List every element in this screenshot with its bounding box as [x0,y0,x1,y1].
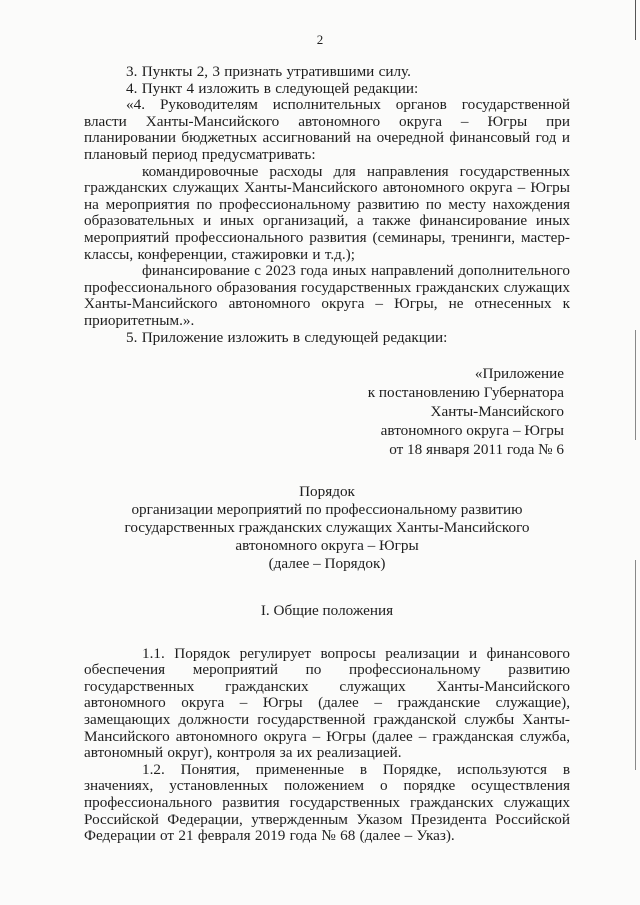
paragraph: командировочные расходы для направления государственных гражданских служащих Ханты-Мансийского автономного округа – Югры на мероприятия по профессиональному развитию по месту нахождения образовательных и иных организаций, а также финансирование иных мероприятий профессионального развития (семинары, тренинги, мастер-классы, конференции, стажировки и т.д.); [84,162,570,263]
title-line: Порядок [299,483,355,501]
appendix-line: от 18 января 2011 года № 6 [389,441,564,459]
document-body [84,64,570,845]
appendix-line: Ханты-Мансийского [430,403,564,421]
page-number: 2 [316,32,324,47]
section-title: I. Общие положения [260,602,394,620]
scan-edge-mark [635,560,636,770]
title-line: государственных гражданских служащих Ханты-Мансийского [124,519,530,537]
appendix-line: к постановлению Губернатора [367,384,564,402]
paragraph: 1.2. Понятия, примененные в Порядке, используются в значениях, установленных положением о порядке осуществления профессионального развития государственных гражданских служащих Российской Федерации, утвержденным Указом Президента Российской Федерации от 21 февраля 2019 года № 68 (далее – Указ). [84,760,570,845]
title-line: (далее – Порядок) [268,555,386,573]
title-line: организации мероприятий по профессиональному развитию [131,501,523,519]
paragraph: 1.1. Порядок регулирует вопросы реализации и финансового обеспечения мероприятий по профессиональному развитию государственных гражданских служащих Ханты-Мансийского автономного округа – Югры (далее – гражданские служащие), замещающих должности государственной гражданской службы Ханты-Мансийского автономного округа – Югры (далее – гражданская служба, автономный округ), контроля за их реализацией. [84,644,570,762]
paragraph: «4. Руководителям исполнительных органов государственной власти Ханты-Мансийского автономного округа – Югры при планировании бюджетных ассигнований на очередной финансовый год и плановый период предусматривать: [84,96,570,163]
amendment-paragraphs [84,64,570,346]
appendix-header [84,364,570,459]
paragraph: 5. Приложение изложить в следующей редакции: [126,328,448,346]
paragraph: финансирование с 2023 года иных направлений дополнительного профессионального образования государственных гражданских служащих Ханты-Мансийского автономного округа – Югры, не отнесенных к приоритетным.». [84,262,570,329]
document-title [84,483,570,573]
scan-edge-mark [635,330,636,440]
paragraph: 4. Пункт 4 изложить в следующей редакции: [126,79,419,97]
appendix-line: «Приложение [474,365,564,383]
appendix-line: автономного округа – Югры [380,422,564,440]
paragraph: 3. Пункты 2, 3 признать утратившими силу. [126,63,411,80]
title-line: автономного округа – Югры [235,537,419,555]
scan-edge-mark [635,0,636,40]
body-paragraphs [84,646,570,845]
